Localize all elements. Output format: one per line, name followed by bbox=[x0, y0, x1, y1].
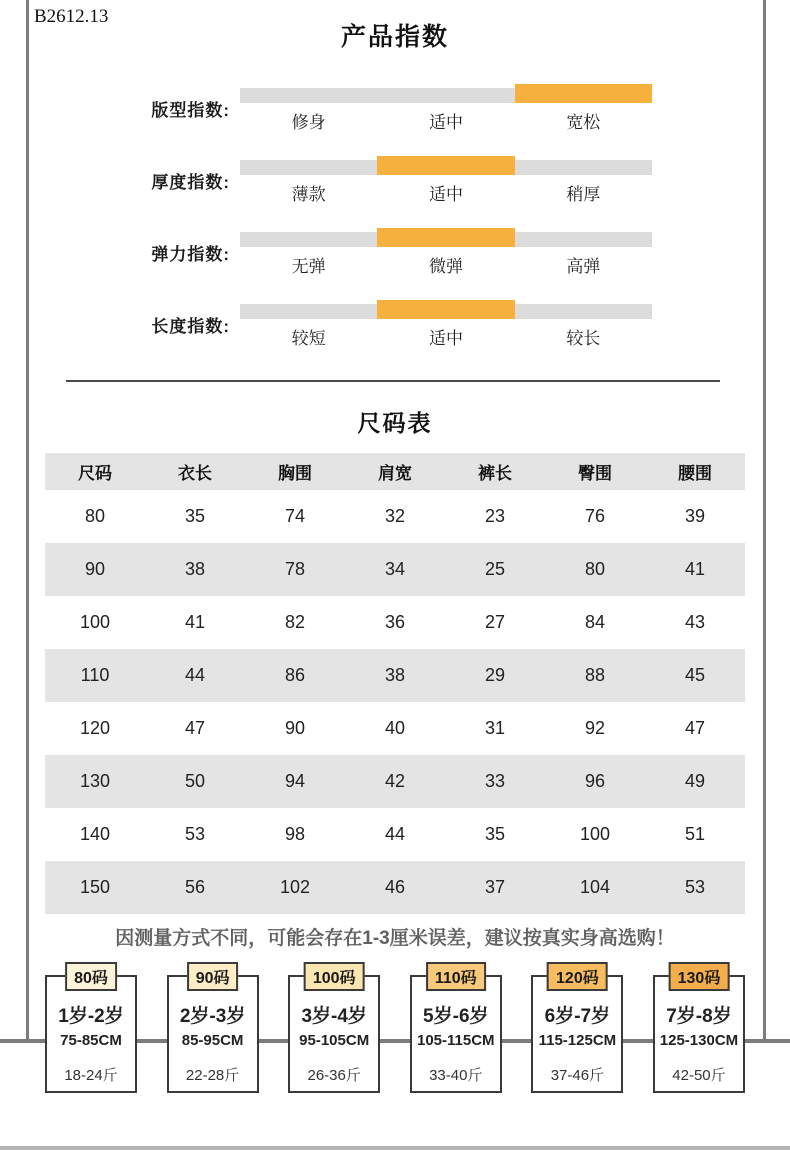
size-card-weight: 18-24斤 bbox=[64, 1067, 118, 1084]
table-cell: 34 bbox=[384, 559, 406, 579]
table-row bbox=[45, 861, 745, 914]
size-card bbox=[410, 970, 502, 1093]
table-cell: 100 bbox=[579, 824, 611, 844]
index-bar-group bbox=[240, 300, 652, 350]
table-cell: 41 bbox=[684, 559, 706, 579]
index-option: 修身 bbox=[291, 113, 326, 132]
table-cell: 40 bbox=[384, 718, 406, 738]
table-row bbox=[45, 596, 745, 649]
index-bar-track bbox=[240, 304, 652, 319]
table-cell: 41 bbox=[184, 612, 206, 632]
table-cell: 38 bbox=[184, 559, 206, 579]
table-cell: 94 bbox=[284, 771, 306, 791]
column-header: 腰围 bbox=[678, 464, 712, 483]
table-cell: 78 bbox=[284, 559, 306, 579]
table-cell: 110 bbox=[80, 665, 110, 685]
index-bar-options bbox=[240, 184, 652, 206]
table-cell: 53 bbox=[184, 824, 206, 844]
index-row-label: 弹力指数: bbox=[151, 245, 230, 264]
product-index-title: 产品指数 bbox=[340, 23, 449, 51]
table-cell: 25 bbox=[484, 559, 506, 579]
size-card bbox=[653, 970, 745, 1093]
size-card bbox=[45, 970, 137, 1093]
size-card-weight: 26-36斤 bbox=[307, 1067, 361, 1084]
size-card-age: 3岁-4岁 bbox=[301, 1006, 367, 1027]
index-row-label: 版型指数: bbox=[151, 101, 230, 120]
size-table-header-row bbox=[45, 453, 745, 490]
size-card-tag: 120码 bbox=[547, 962, 608, 991]
index-bar-active-segment bbox=[377, 228, 514, 247]
size-card-height: 105-115CM bbox=[417, 1032, 495, 1049]
size-card-tag: 130码 bbox=[669, 962, 730, 991]
index-option: 适中 bbox=[428, 113, 463, 132]
table-cell: 100 bbox=[79, 612, 111, 632]
table-cell: 74 bbox=[284, 506, 306, 526]
size-cards-row bbox=[45, 961, 745, 1093]
index-bar-options bbox=[240, 328, 652, 350]
measurement-note: 因测量方式不同，可能会存在1-3厘米误差，建议按真实身高选购！ bbox=[115, 928, 675, 949]
table-cell: 42 bbox=[384, 771, 406, 791]
product-sku: B2612.13 bbox=[34, 6, 109, 27]
size-card-age: 6岁-7岁 bbox=[544, 1006, 611, 1027]
table-cell: 35 bbox=[484, 824, 506, 844]
index-row-length bbox=[0, 300, 790, 350]
index-bar-active-segment bbox=[515, 84, 652, 103]
size-card-weight: 22-28斤 bbox=[185, 1067, 240, 1084]
index-option: 较短 bbox=[291, 329, 326, 348]
table-row bbox=[45, 543, 745, 596]
table-cell: 33 bbox=[484, 771, 506, 791]
size-card-age: 5岁-6岁 bbox=[423, 1006, 489, 1027]
index-option: 较长 bbox=[566, 329, 601, 348]
table-cell: 90 bbox=[284, 718, 306, 738]
column-header: 衣长 bbox=[178, 464, 212, 483]
size-card-weight: 33-40斤 bbox=[429, 1067, 483, 1084]
index-option: 无弹 bbox=[291, 257, 326, 276]
index-option: 适中 bbox=[428, 329, 463, 348]
table-cell: 92 bbox=[584, 718, 606, 738]
table-cell: 86 bbox=[284, 665, 306, 685]
product-index-section bbox=[0, 84, 790, 350]
size-card bbox=[531, 970, 623, 1093]
index-option: 适中 bbox=[428, 185, 463, 204]
table-cell: 49 bbox=[684, 771, 706, 791]
table-cell: 36 bbox=[384, 612, 406, 632]
index-option: 宽松 bbox=[566, 113, 601, 132]
index-bar-group bbox=[240, 84, 652, 134]
index-bar-active-segment bbox=[377, 156, 514, 175]
size-card bbox=[288, 970, 380, 1093]
index-bar-track bbox=[240, 160, 652, 175]
table-row bbox=[45, 755, 745, 808]
column-header: 肩宽 bbox=[378, 464, 412, 483]
page-bottom-edge bbox=[0, 1146, 790, 1150]
index-row-fit bbox=[0, 84, 790, 134]
table-cell: 44 bbox=[184, 665, 206, 685]
table-cell: 39 bbox=[684, 506, 706, 526]
table-cell: 50 bbox=[184, 771, 206, 791]
size-card-height: 115-125CM bbox=[538, 1032, 617, 1049]
column-header: 尺码 bbox=[78, 464, 112, 483]
table-cell: 150 bbox=[79, 877, 111, 897]
size-card bbox=[167, 970, 259, 1093]
size-card-weight: 42-50斤 bbox=[672, 1067, 726, 1084]
size-card-tag: 80码 bbox=[65, 962, 117, 991]
table-cell: 35 bbox=[184, 506, 206, 526]
size-card-height: 125-130CM bbox=[659, 1032, 739, 1049]
table-cell: 38 bbox=[384, 665, 406, 685]
index-bar-options bbox=[240, 112, 652, 134]
table-cell: 130 bbox=[79, 771, 111, 791]
table-cell: 46 bbox=[384, 877, 406, 897]
table-cell: 44 bbox=[384, 824, 406, 844]
table-cell: 84 bbox=[584, 612, 606, 632]
table-cell: 51 bbox=[684, 824, 706, 844]
table-cell: 96 bbox=[584, 771, 606, 791]
index-row-thickness bbox=[0, 156, 790, 206]
index-option: 微弹 bbox=[428, 257, 463, 276]
table-cell: 43 bbox=[684, 612, 706, 632]
size-card-weight: 37-46斤 bbox=[550, 1067, 605, 1084]
index-bar-options bbox=[240, 256, 652, 278]
size-card-tag: 100码 bbox=[304, 962, 365, 991]
index-option: 稍厚 bbox=[566, 185, 601, 204]
index-row-label: 厚度指数: bbox=[151, 173, 230, 192]
table-cell: 37 bbox=[484, 877, 506, 897]
index-bar-track bbox=[240, 232, 652, 247]
index-row-stretch bbox=[0, 228, 790, 278]
table-cell: 45 bbox=[684, 665, 706, 685]
table-cell: 140 bbox=[79, 824, 111, 844]
table-cell: 31 bbox=[484, 718, 506, 738]
table-cell: 53 bbox=[684, 877, 706, 897]
index-bar-group bbox=[240, 228, 652, 278]
table-cell: 80 bbox=[84, 506, 106, 526]
size-card-age: 7岁-8岁 bbox=[666, 1006, 732, 1027]
size-card-tag: 110码 bbox=[426, 962, 486, 991]
table-cell: 82 bbox=[284, 612, 306, 632]
index-option: 薄款 bbox=[291, 185, 326, 204]
table-cell: 120 bbox=[79, 718, 111, 738]
table-cell: 27 bbox=[484, 612, 506, 632]
size-card-tag: 90码 bbox=[187, 962, 239, 991]
size-table bbox=[45, 453, 745, 914]
column-header: 臀围 bbox=[578, 464, 612, 483]
column-header: 胸围 bbox=[278, 464, 312, 483]
size-card-age: 2岁-3岁 bbox=[179, 1006, 246, 1027]
size-card-height: 85-95CM bbox=[181, 1032, 244, 1049]
table-row bbox=[45, 702, 745, 755]
size-chart-title: 尺码表 bbox=[357, 410, 433, 436]
table-cell: 104 bbox=[579, 877, 611, 897]
index-bar-track bbox=[240, 88, 652, 103]
index-bar-active-segment bbox=[377, 300, 514, 319]
table-cell: 98 bbox=[284, 824, 306, 844]
table-cell: 47 bbox=[684, 718, 706, 738]
table-cell: 32 bbox=[384, 506, 406, 526]
index-option: 高弹 bbox=[566, 257, 601, 276]
size-card-height: 95-105CM bbox=[299, 1032, 370, 1049]
table-row bbox=[45, 808, 745, 861]
table-cell: 29 bbox=[484, 665, 506, 685]
table-cell: 80 bbox=[584, 559, 606, 579]
index-bar-group bbox=[240, 156, 652, 206]
table-cell: 23 bbox=[484, 506, 506, 526]
index-row-label: 长度指数: bbox=[151, 317, 230, 336]
table-cell: 102 bbox=[279, 877, 311, 897]
table-cell: 90 bbox=[84, 559, 106, 579]
table-cell: 47 bbox=[184, 718, 206, 738]
column-header: 裤长 bbox=[478, 464, 512, 483]
size-card-age: 1岁-2岁 bbox=[58, 1006, 124, 1027]
table-row bbox=[45, 490, 745, 543]
table-cell: 56 bbox=[184, 877, 206, 897]
section-divider bbox=[66, 380, 720, 382]
size-card-height: 75-85CM bbox=[60, 1032, 122, 1049]
table-cell: 76 bbox=[584, 506, 606, 526]
table-row bbox=[45, 649, 745, 702]
table-cell: 88 bbox=[584, 665, 606, 685]
